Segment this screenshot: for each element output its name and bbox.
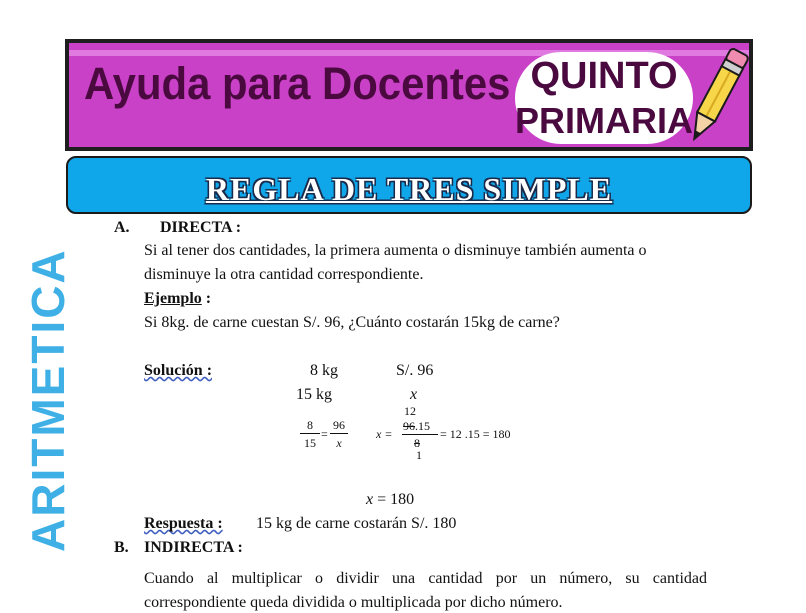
section-b-letter: B. (114, 539, 129, 556)
example-heading (144, 289, 211, 309)
section-a-letter: A. (114, 219, 130, 236)
section-b-line-2: correspondiente queda dividida o multiplicada por dicho número. (144, 594, 563, 611)
section-a-line-2: disminuye la otra cantidad correspondiente. (144, 266, 424, 283)
frac-left-line (300, 433, 320, 434)
calc-fraction-line (402, 434, 438, 435)
document-title: REGLA DE TRES SIMPLE (205, 171, 613, 207)
section-b-line-1: Cuando al multiplicar o dividir una cantidad por un número, su cantidad (144, 570, 707, 587)
result-variable: x (366, 491, 374, 508)
subject-side-label: ARITMETICA (22, 248, 74, 552)
result-value: = 180 (373, 491, 415, 508)
frac-left-numerator: 8 (307, 418, 313, 432)
grade-line-1: QUINTO (530, 55, 678, 97)
calc-simplified-top: 12 (404, 404, 416, 418)
frac-right-numerator: 96 (333, 418, 345, 432)
frac-right-line (330, 433, 348, 434)
row2-quantity: 15 kg (296, 386, 332, 403)
example-text: Si 8kg. de carne cuestan S/. 96, ¿Cuánto costarán 15kg de carne? (144, 314, 560, 331)
frac-equals: = (321, 427, 328, 441)
frac-left-denominator: 15 (304, 436, 316, 450)
answer-text: 15 kg de carne costarán S/. 180 (256, 515, 457, 532)
calc-numerator (403, 419, 430, 433)
calc-x: x = (376, 427, 393, 441)
section-a-heading: DIRECTA : (160, 219, 242, 236)
calc-denominator: 8 (414, 436, 420, 450)
grade-line-2: PRIMARIA (515, 100, 693, 141)
pencil-icon (680, 40, 752, 152)
example-colon: : (201, 290, 212, 307)
result-line (366, 490, 414, 510)
solution-label: Solución : (144, 362, 213, 379)
section-b-heading: INDIRECTA : (144, 539, 243, 556)
calc-numerator-crossed: 96 (403, 419, 415, 433)
calc-result: = 12 .15 = 180 (440, 427, 511, 441)
row1-price: S/. 96 (396, 362, 434, 379)
calc-numerator-rest: .15 (415, 419, 430, 433)
row1-quantity: 8 kg (310, 362, 338, 379)
frac-right-denominator: x (336, 436, 342, 450)
site-title: Ayuda para Docentes (84, 58, 511, 109)
calc-simplified-bottom: 1 (416, 448, 422, 462)
section-a-line-1: Si al tener dos cantidades, la primera aumenta o disminuye también aumenta o (144, 242, 647, 259)
answer-label: Respuesta : (144, 515, 223, 532)
row2-variable: x (410, 386, 418, 403)
example-label: Ejemplo (144, 290, 202, 307)
